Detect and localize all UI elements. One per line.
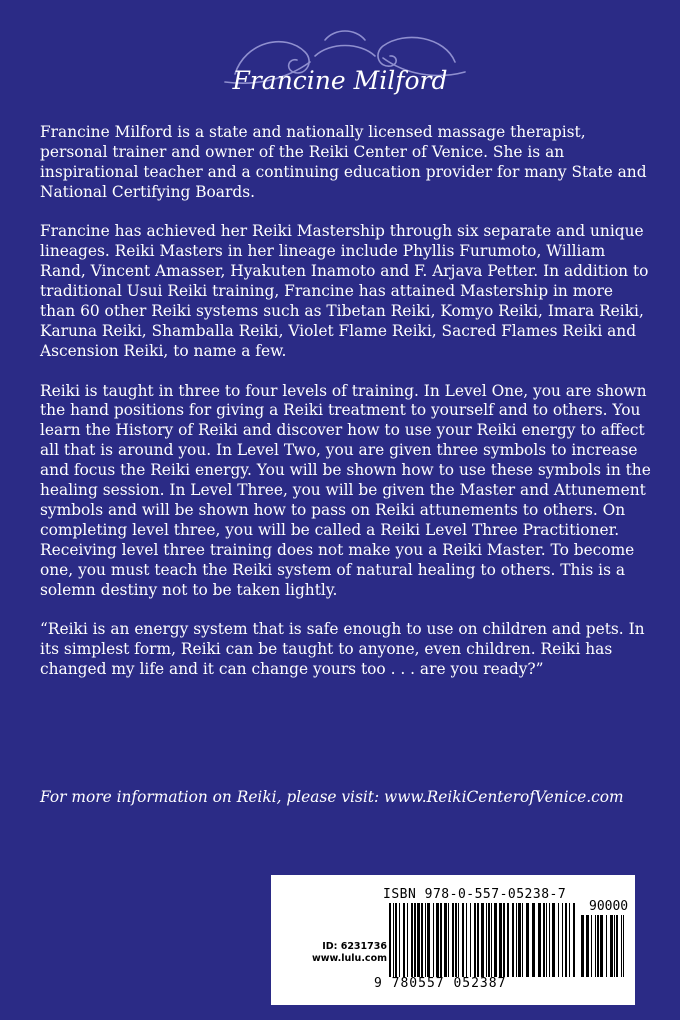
quote-paragraph: “Reiki is an energy system that is safe enough to use on children and pets. In its simplest form, Reiki can be taught to anyone, even children. Reiki has changed my life and it can change yours too . . . are you ready?” (40, 620, 645, 679)
ean-digits: 9 780557 052387 (374, 976, 507, 991)
barcode-box (271, 875, 635, 1005)
addon-barcode-icon (581, 915, 625, 977)
author-name-heading: Francine Milford (232, 66, 448, 95)
bio-paragraph-3: Reiki is taught in three to four levels of training. In Level One, you are shown the hand positions for giving a Reiki treatment to yourself and to others. You learn the History of Reiki and discover how to use your Reiki energy to affect all that is around you. In Level Two, you are given three symbols to increase and focus the Reiki energy. You will be shown how to use these symbols in the healing session. In Level Three, you will be given the Master and Attunement symbols and will be shown how to pass on Reiki attunements to others. On completing level three, you will be called a Reiki Level Three Practitioner. Receiving level three training does not make you a Reiki Master. To become one, you must teach the Reiki system of natural healing to others. This is a solemn destiny not to be taken lightly. (40, 381, 651, 599)
biography-text (40, 123, 652, 700)
isbn-label: ISBN 978-0-557-05238-7 (383, 887, 567, 902)
lulu-id-block (301, 941, 387, 965)
lulu-id-line: ID: 6231736 (322, 941, 387, 952)
website-info-line: For more information on Reiki, please visit: www.ReikiCenterofVenice.com (40, 788, 624, 806)
bio-paragraph-1: Francine Milford is a state and nationally licensed massage therapist, personal trainer and owner of the Reiki Center of Venice. She is an inspirational teacher and a continuing education provider for many State and National Certifying Boards. (40, 123, 647, 201)
ean-barcode-icon (389, 903, 577, 977)
lulu-site-line: www.lulu.com (311, 953, 387, 964)
bio-paragraph-2: Francine has achieved her Reiki Mastership through six separate and unique lineages. Reiki Masters in her lineage include Phyllis Furumoto, William Rand, Vincent Amasser, Hyakuten Inamoto and F. Arjava Petter. In addition to traditional Usui Reiki training, Francine has attained Mastership in more than 60 other Reiki systems such as Tibetan Reiki, Komyo Reiki, Imara Reiki, Karuna Reiki, Shamballa Reiki, Violet Flame Reiki, Sacred Flames Reiki and Ascension Reiki, to name a few. (40, 222, 649, 360)
price-code: 90000 (589, 899, 629, 914)
